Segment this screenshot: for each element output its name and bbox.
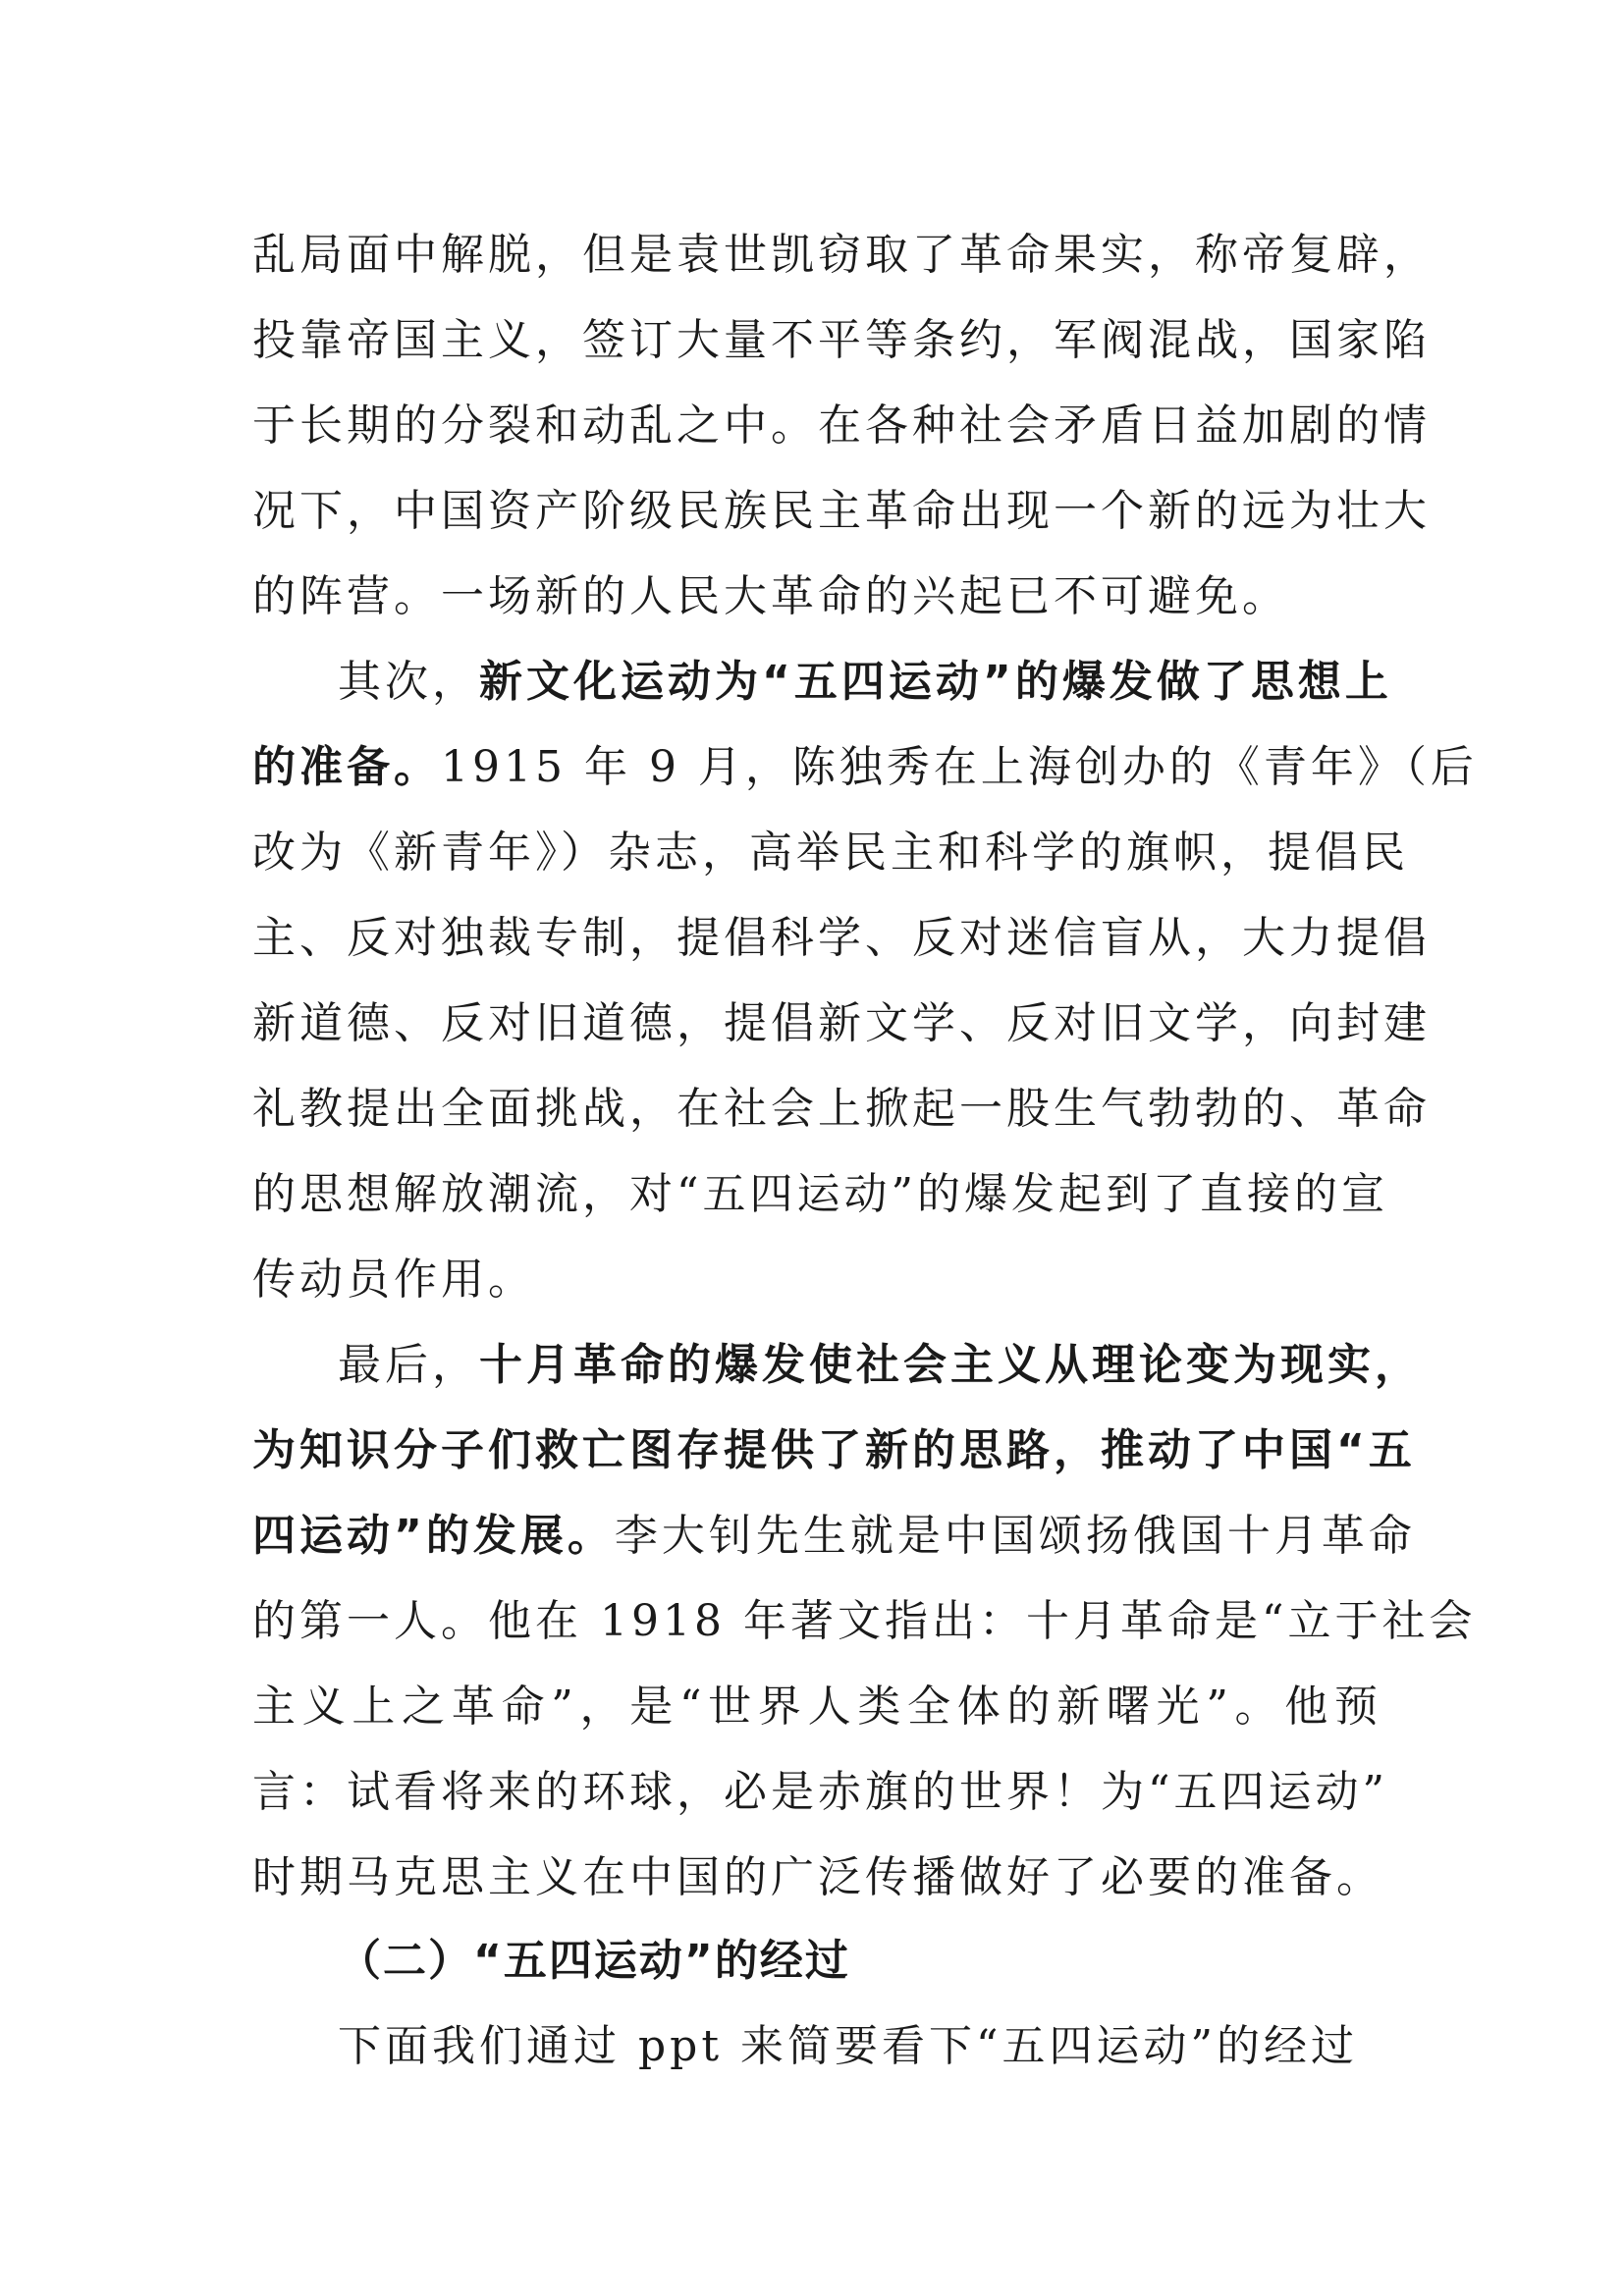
text-line: 的思想解放潮流，对“五四运动”的爆发起到了直接的宣	[252, 1169, 1388, 1219]
text-line: 礼教提出全面挑战，在社会上掀起一股生气勃勃的、革命	[252, 1084, 1431, 1134]
text-line: 改为《新青年》）杂志，高举民主和科学的旗帜，提倡民	[252, 828, 1409, 878]
text-line: 于长期的分裂和动乱之中。在各种社会矛盾日益加剧的情	[252, 400, 1431, 451]
text-line: 投靠帝国主义，签订大量不平等条约，军阀混战，国家陷	[252, 315, 1431, 365]
paragraph-start-line: 其次，新文化运动为“五四运动”的爆发做了思想上	[338, 657, 1392, 707]
bold-text: 四运动”的发展。	[252, 1511, 615, 1561]
text-line: 的准备。1915 年 9 月，陈独秀在上海创办的《青年》（后	[252, 742, 1478, 792]
text-line: 主义上之革命”，是“世界人类全体的新曙光”。他预	[252, 1682, 1381, 1732]
text-line: 况下，中国资产阶级民族民主革命出现一个新的远为壮大	[252, 486, 1431, 536]
paragraph-start-line: 下面我们通过 ppt 来简要看下“五四运动”的经过	[338, 2021, 1358, 2071]
text-line: 时期马克思主义在中国的广泛传播做好了必要的准备。	[252, 1852, 1383, 1902]
text-line: 四运动”的发展。李大钊先生就是中国颂扬俄国十月革命	[252, 1511, 1416, 1561]
bold-text: 新文化运动为“五四运动”的爆发做了思想上	[479, 657, 1392, 707]
section-heading: （二）“五四运动”的经过	[338, 1936, 850, 1986]
bold-text: 为知识分子们救亡图存提供了新的思路，推动了中国“五	[252, 1425, 1416, 1475]
text-line: 主、反对独裁专制，提倡科学、反对迷信盲从，大力提倡	[252, 913, 1431, 963]
paragraph-start-line: 最后，十月革命的爆发使社会主义从理论变为现实，	[338, 1340, 1422, 1390]
bold-text: 十月革命的爆发使社会主义从理论变为现实，	[479, 1340, 1422, 1390]
bold-text: 的准备。	[252, 742, 441, 792]
text-line: 传动员作用。	[252, 1255, 535, 1305]
text-line: 新道德、反对旧道德，提倡新文学、反对旧文学，向封建	[252, 998, 1431, 1048]
text-line: 的阵营。一场新的人民大革命的兴起已不可避免。	[252, 571, 1289, 621]
text-line: 言：试看将来的环球，必是赤旗的世界！为“五四运动”	[252, 1767, 1388, 1817]
text-line	[252, 1416, 1416, 1485]
text-line: 的第一人。他在 1918 年著文指出：十月革命是“立于社会	[252, 1596, 1477, 1646]
text-line: 乱局面中解脱，但是袁世凯窃取了革命果实，称帝复辟，	[252, 230, 1431, 280]
